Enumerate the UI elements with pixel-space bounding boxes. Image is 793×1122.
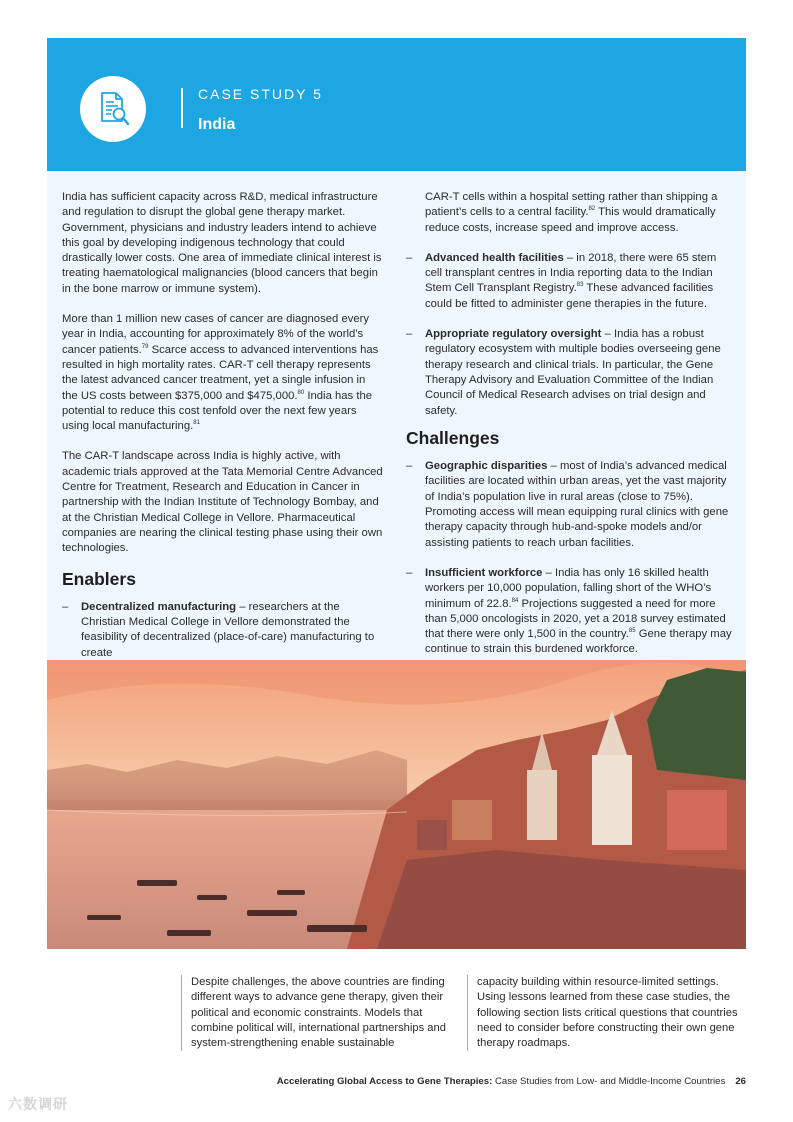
footer-subtitle: Case Studies from Low- and Middle-Income Countries xyxy=(492,1076,726,1087)
photo-illustration xyxy=(47,660,746,949)
page-footer xyxy=(277,1076,746,1087)
varanasi-ghats-sunset-photo xyxy=(47,660,746,949)
list-item: – Decentralized manufacturing – researchers at the Christian Medical College in Vellore demonstrated the feasibility of decentralized (place-of-care) manufacturing to create xyxy=(62,600,375,659)
left-column xyxy=(62,190,384,676)
enablers-list xyxy=(62,600,384,661)
footnote-ref: 85 xyxy=(628,628,636,635)
footnote-ref: 82 xyxy=(588,206,596,213)
challenges-list xyxy=(406,459,732,658)
footnote-ref: 81 xyxy=(193,420,200,427)
list-item: – Geographic disparities – most of India’s advanced medical facilities are located within urban areas, yet the vast majority of India’s population live in rural areas (close to 75%). Promoting access will mean equipping rural clinics with gene therapy capacity through hub-and-spoke models and/or assisting patients to reach urban facilities. xyxy=(406,460,729,549)
closing-text-right: capacity building within resource-limited settings. Using lessons learned from these case studies, the following section lists critical questions that countries need to consider before constructing their own gene therapy roadmaps. xyxy=(467,975,741,1051)
page-number: 26 xyxy=(735,1076,746,1087)
footer-title: Accelerating Global Access to Gene Therapies: xyxy=(276,1076,493,1087)
footnote-ref: 80 xyxy=(297,389,305,396)
watermark-logo: 六数调研 xyxy=(8,1096,68,1112)
list-item: – Insufficient workforce – India has only 16 skilled health workers per 10,000 population, falling short of the WHO’s minimum of 22.8.84 Projections suggested a need for more than 5,000 oncologists in 2020, yet a 2018 survey estimated that there were only 1,500 in the country.$^{85}$ Gene therapy may continue to strain this burdened workforce. xyxy=(406,566,732,656)
challenges-heading: Challenges xyxy=(406,427,500,448)
dash-bullet: – xyxy=(406,328,413,341)
continuation-paragraph: CAR-T cells within a hospital setting rather than shipping a patient’s cells to a central facility.$^{82}$ This would dramatically reduce costs, increase speed and improve access. xyxy=(425,191,718,234)
case-study-header xyxy=(47,38,746,171)
list-item: – Appropriate regulatory oversight – India has a robust regulatory ecosystem with multiple bodies overseeing gene therapy research and clinical trials. In particular, the Gene Therapy Advisory and Evaluation Committee of the Indian Council of Medical Research advises on trial design and safety. xyxy=(406,328,721,417)
right-column xyxy=(406,190,732,673)
item-lead: Geographic disparities xyxy=(425,460,548,473)
list-item: – Advanced health facilities – in 2018, there were 65 stem cell transplant centres in India reporting data to the Indian Stem Cell Transplant Registry.$^{83}$ These advanced facilities could be fitted to administer gene therapies in the future. xyxy=(406,251,717,310)
footnote-ref: 84 xyxy=(511,597,519,604)
dash-bullet: – xyxy=(62,600,69,613)
enablers-heading: Enablers xyxy=(62,568,136,589)
footnote-ref: 83 xyxy=(576,282,584,289)
cancer-paragraph: More than 1 million new cases of cancer are diagnosed every year in India, accounting for approximately 8% of the world’s cancer patients.$^{79}$ Scarce access to advanced interventions has resulted in high mortality rates. CAR-T cell therapy represents the latest advanced cancer treatment, yet a single infusion in the US costs between $375,000 and $475,000.80 India has the potential to reduce this cost tenfold over the next few years using local manufacturing.$^{81}$ xyxy=(62,313,379,433)
car-t-paragraph: The CAR-T landscape across India is highly active, with academic trials approved at the Tata Memorial Centre Advanced Centre for Treatment, Research and Education in Cancer in partnership with the Indian Institute of Technology Bombay, and at the Christian Medical College in Vellore. Pharmaceutical companies are nearing the clinical testing phase using their own technologies. xyxy=(62,450,383,555)
case-study-badge xyxy=(80,76,146,142)
item-lead: Appropriate regulatory oversight xyxy=(425,328,602,341)
dash-bullet: – xyxy=(406,566,413,579)
item-lead: Insufficient workforce xyxy=(425,566,543,579)
intro-paragraph: India has sufficient capacity across R&D, medical infrastructure and regulation to disrupt the global gene therapy market. Government, physicians and industry leaders intend to achieve this goal by developing indigenous technology that could drastically lower costs. One area of immediate clinical interest is treating haematological malignancies (blood cancers that begin in the bone marrow or immune system). xyxy=(62,191,382,295)
case-study-kicker: CASE STUDY 5 xyxy=(198,86,323,102)
header-divider xyxy=(181,88,183,128)
dash-bullet: – xyxy=(406,460,413,473)
document-magnifier-icon xyxy=(96,89,132,129)
footnote-ref: 79 xyxy=(141,343,149,350)
enablers-list-continued xyxy=(406,251,732,419)
item-lead: Advanced health facilities xyxy=(425,251,564,264)
closing-text-left: Despite challenges, the above countries are finding different ways to advance gene therapy, given their political and economic constraints. Models that combine political will, international partnerships and system-strengthening enable sustainable xyxy=(181,975,455,1051)
case-study-title: India xyxy=(198,116,236,133)
item-lead: Decentralized manufacturing xyxy=(81,600,237,613)
dash-bullet: – xyxy=(406,251,413,264)
